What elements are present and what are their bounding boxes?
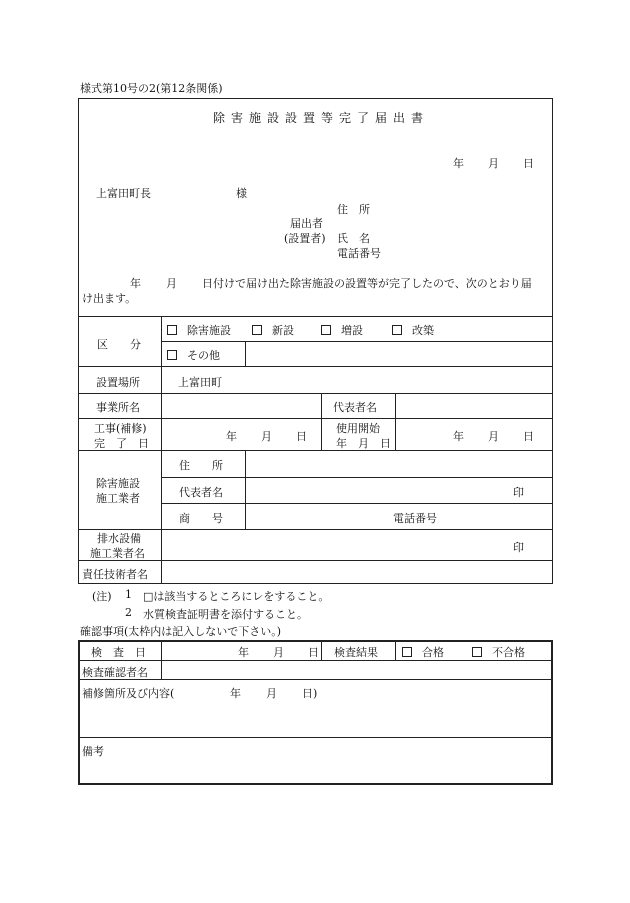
checkbox-facility[interactable]: [167, 325, 177, 335]
applicant-installer-label: (設置者): [284, 232, 326, 245]
confirmation-heading: 確認事項(太枠内は記入しないで下さい。): [80, 625, 282, 638]
completion-label-2: 完 了 日: [94, 437, 149, 450]
category-label: 区 分: [97, 338, 141, 351]
category-facility[interactable]: [167, 322, 231, 338]
category-expansion-label: 増設: [341, 324, 363, 337]
contractor-rep-label: 代表者名: [179, 486, 223, 499]
result-pass-label: 合格: [422, 646, 444, 659]
trade-name-label: 商 号: [179, 512, 223, 525]
remarks-label: 備考: [82, 745, 104, 758]
checkbox-pass[interactable]: [402, 647, 412, 657]
note-1-number: 1: [125, 588, 132, 601]
usage-month: 月: [488, 430, 499, 443]
representative-label: 代表者名: [333, 401, 377, 414]
contractor-label-1: 除害施設: [96, 477, 140, 490]
drainage-label-2: 施工業者名: [90, 547, 145, 560]
applicant-name-label: 氏 名: [337, 232, 370, 245]
inspector-label: 検査確認者名: [82, 666, 148, 679]
inspection-day: 日: [308, 646, 319, 659]
office-name-label: 事業所名: [96, 401, 140, 414]
engineer-label: 責任技術者名: [82, 568, 148, 581]
addressee-honorific: 様: [236, 187, 247, 200]
result-pass[interactable]: [402, 644, 444, 660]
form-label: 様式第10号の2(第12条関係): [80, 82, 223, 95]
result-label: 検査結果: [334, 646, 378, 659]
location-label: 設置場所: [96, 376, 140, 389]
usage-year: 年: [453, 430, 464, 443]
checkbox-other[interactable]: [167, 350, 177, 360]
body-month: 月: [166, 277, 177, 290]
checkbox-fail[interactable]: [472, 647, 482, 657]
applicant-reporter-label: 届出者: [290, 217, 323, 230]
body-text-line2: け出ます。: [82, 292, 137, 305]
date-month: 月: [488, 157, 499, 170]
checkbox-new[interactable]: [252, 325, 262, 335]
contractor-label-2: 施工業者: [96, 492, 140, 505]
repair-month: 月: [266, 687, 277, 700]
checkbox-expansion[interactable]: [321, 325, 331, 335]
completion-month: 月: [261, 430, 272, 443]
category-facility-label: 除害施設: [187, 324, 231, 337]
contractor-phone-label: 電話番号: [393, 512, 437, 525]
location-value: 上富田町: [178, 376, 222, 389]
usage-day: 日: [523, 430, 534, 443]
completion-label-1: 工事(補修): [94, 422, 147, 435]
repair-day: 日): [302, 687, 318, 700]
notes-prefix: (注): [92, 590, 112, 603]
inspection-month: 月: [273, 646, 284, 659]
usage-start-label-1: 使用開始: [336, 422, 380, 435]
completion-day: 日: [296, 430, 307, 443]
date-year: 年: [453, 157, 464, 170]
category-expansion[interactable]: [321, 322, 363, 338]
usage-start-label-2: 年 月 日: [336, 437, 391, 450]
applicant-address-label: 住 所: [337, 203, 370, 216]
addressee-name: 上富田町長: [96, 187, 151, 200]
note-2-text: 水質検査証明書を添付すること。: [143, 608, 308, 621]
category-new[interactable]: [252, 322, 294, 338]
inspection-year: 年: [238, 646, 249, 659]
date-day: 日: [523, 157, 534, 170]
checkbox-renovation[interactable]: [392, 325, 402, 335]
repair-label: 補修箇所及び内容(: [82, 687, 175, 700]
body-year: 年: [130, 277, 141, 290]
note-1-text: □は該当するところにレをすること。: [143, 590, 330, 603]
confirmation-table: [78, 640, 553, 785]
applicant-phone-label: 電話番号: [337, 247, 381, 260]
category-renovation[interactable]: [392, 322, 434, 338]
contractor-address-label: 住 所: [179, 459, 223, 472]
form-title: 除害施設設置等完了届出書: [213, 111, 430, 125]
seal-mark-1: 印: [513, 486, 524, 499]
repair-year: 年: [230, 687, 241, 700]
inspection-date-label: 検 査 日: [91, 646, 146, 659]
category-renovation-label: 改築: [412, 324, 434, 337]
category-other-label: その他: [187, 349, 220, 362]
completion-year: 年: [226, 430, 237, 443]
result-fail[interactable]: [472, 644, 525, 660]
note-2-number: 2: [125, 606, 132, 619]
drainage-label-1: 排水設備: [97, 532, 141, 545]
category-new-label: 新設: [272, 324, 294, 337]
body-text-line1: 日付けで届け出た除害施設の設置等が完了したので、次のとおり届: [202, 277, 532, 290]
category-other[interactable]: [167, 347, 220, 363]
result-fail-label: 不合格: [492, 646, 525, 659]
seal-mark-2: 印: [513, 541, 524, 554]
